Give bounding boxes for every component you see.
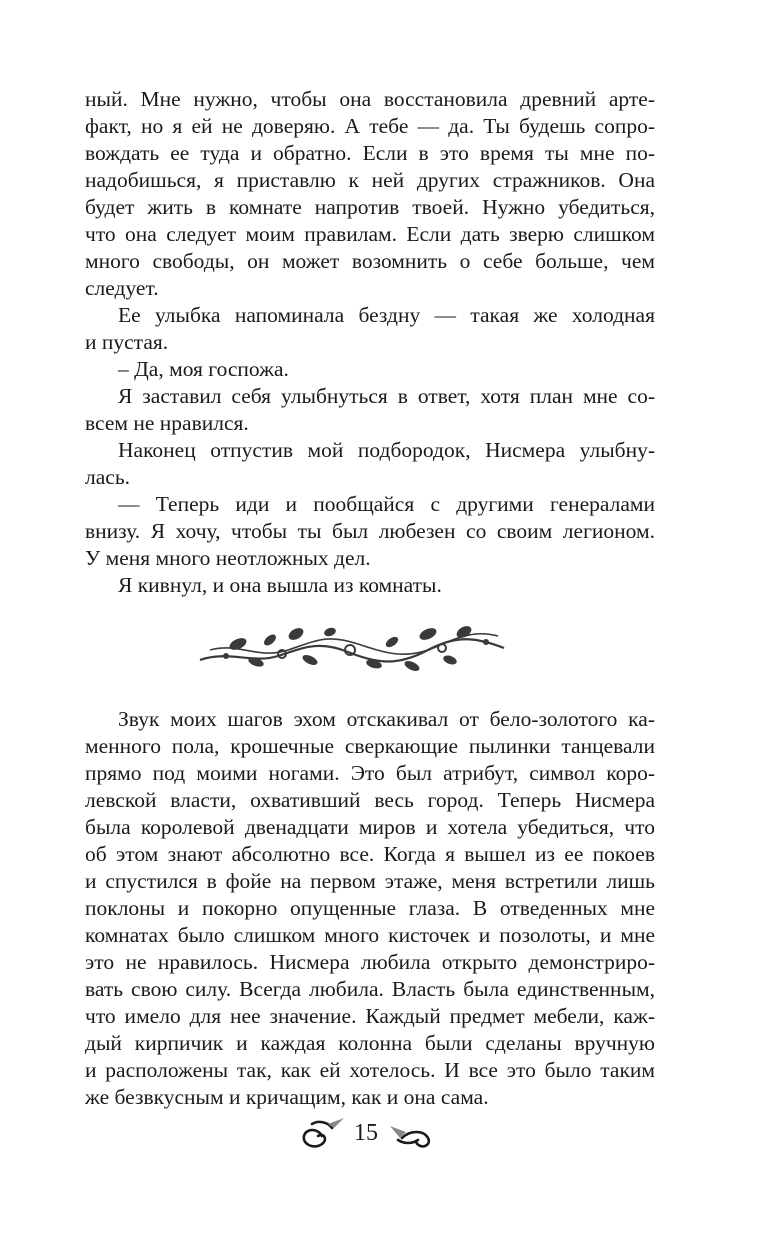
text-line: и спустился в фойе на первом этаже, меня встретили лишь: [85, 869, 655, 893]
swirl-flourish-icon: [388, 1114, 436, 1154]
text-line: Я заставил себя улыбнуться в ответ, хотя план мне со-: [118, 384, 655, 408]
text-line: менного пола, крошечные сверкающие пылинки танцевали: [85, 734, 655, 758]
text-line: лась.: [85, 465, 130, 489]
text-line: всем не нравился.: [85, 411, 249, 435]
text-line: и расположены так, как ей хотелось. И все это было таким: [85, 1058, 655, 1082]
text-line: поклоны и покорно опущенные глаза. В отведенных мне: [85, 896, 655, 920]
floral-vine-ornament-icon: [198, 620, 506, 682]
text-line: факт, но я ей не доверяю. А тебе — да. Ты будешь сопро-: [85, 114, 655, 138]
text-line: что она следует моим правилам. Если дать зверю слишком: [85, 222, 655, 246]
text-line: дый кирпичик и каждая колонна были сделаны вручную: [85, 1031, 655, 1055]
text-line: будет жить в комнате напротив твоей. Нужно убедиться,: [85, 195, 655, 219]
text-line: об этом знают абсолютно все. Когда я вышел из ее покоев: [85, 842, 655, 866]
text-line: следует.: [85, 276, 159, 300]
text-line: прямо под моими ногами. Это был атрибут, символ коро-: [85, 761, 655, 785]
text-line: — Теперь иди и пообщайся с другими генералами: [118, 492, 655, 516]
text-line: много свободы, он может возомнить о себе больше, чем: [85, 249, 655, 273]
text-line: вождать ее туда и обратно. Если в это время ты мне по-: [85, 141, 655, 165]
text-line: вать свою силу. Всегда любила. Власть была единственным,: [85, 977, 655, 1001]
page-folio: [296, 1114, 436, 1154]
text-line: Звук моих шагов эхом отскакивал от бело-золотого ка-: [118, 707, 655, 731]
text-line: Ее улыбка напоминала бездну — такая же холодная: [118, 303, 655, 327]
text-line: Наконец отпустив мой подбородок, Нисмера улыбну-: [118, 438, 655, 462]
text-line: комнатах было слишком много кисточек и позолоты, и мне: [85, 923, 655, 947]
text-line: это не нравилось. Нисмера любила открыто демонстриро-: [85, 950, 655, 974]
page-number: 15: [354, 1120, 378, 1146]
text-line: надобишься, я приставлю к ней других стражников. Она: [85, 168, 655, 192]
text-line: ный. Мне нужно, чтобы она восстановила древний арте-: [85, 87, 655, 111]
text-line: левской власти, охвативший весь город. Теперь Нисмера: [85, 788, 655, 812]
text-line: была королевой двенадцати миров и хотела убедиться, что: [85, 815, 655, 839]
text-line: же безвкусным и кричащим, как и она сама.: [85, 1085, 489, 1109]
text-line: что имело для нее значение. Каждый предмет мебели, каж-: [85, 1004, 655, 1028]
text-line: – Да, моя госпожа.: [118, 357, 289, 381]
text-line: и пустая.: [85, 330, 169, 354]
swirl-flourish-icon: [298, 1114, 346, 1154]
text-line: Я кивнул, и она вышла из комнаты.: [118, 573, 442, 597]
text-line: внизу. Я хочу, чтобы ты был любезен со своим легионом.: [85, 519, 655, 543]
text-line: У меня много неотложных дел.: [85, 546, 371, 570]
